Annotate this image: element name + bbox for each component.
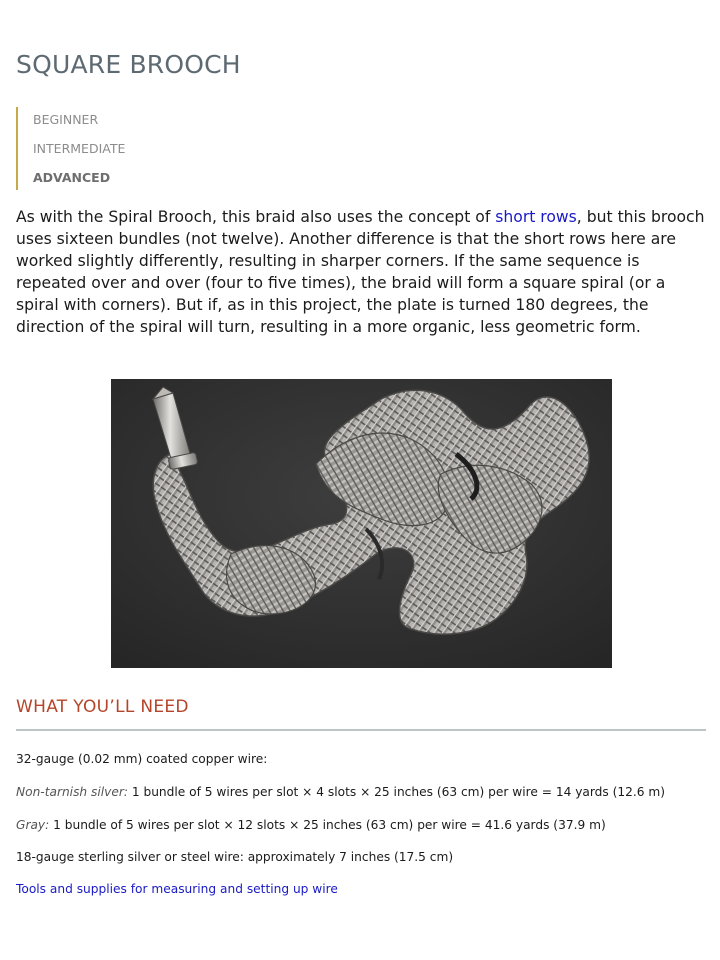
what-youll-need-heading: WHAT YOU’LL NEED [16, 697, 189, 717]
tools-supplies-link[interactable]: Tools and supplies for measuring and setting up wire [16, 882, 338, 896]
brooch-photo [111, 379, 612, 668]
intro-paragraph [16, 206, 706, 338]
page-title: SQUARE BROOCH [16, 50, 241, 79]
supply-text-silver: 1 bundle of 5 wires per slot × 4 slots × 25 inches (63 cm) per wire = 14 yards (12.6 m) [127, 785, 666, 799]
level-advanced: ADVANCED [33, 170, 111, 185]
skill-level-list [16, 107, 216, 190]
level-intermediate: INTERMEDIATE [33, 141, 126, 156]
level-beginner: BEGINNER [33, 112, 99, 127]
short-rows-link[interactable]: short rows [495, 208, 577, 226]
copper-wire-heading: 32-gauge (0.02 mm) coated copper wire: [16, 752, 268, 766]
supply-label-gray: Gray: [16, 818, 50, 832]
supply-label-silver: Non-tarnish silver: [16, 785, 128, 799]
intro-text-start: As with the Spiral Brooch, this braid also uses the concept of [16, 208, 496, 226]
supply-item-gray [16, 818, 606, 832]
supply-item-sterling: 18-gauge sterling silver or steel wire: approximately 7 inches (17.5 cm) [16, 850, 454, 864]
supply-item-silver [16, 785, 665, 799]
supply-text-gray: 1 bundle of 5 wires per slot × 12 slots × 25 inches (63 cm) per wire = 41.6 yards (37.9 m) [49, 818, 606, 832]
intro-text-end: , but this brooch uses sixteen bundles (not twelve). Another difference is that the short rows here are worked slightly differently, resulting in sharper corners. If the same sequence is repeated over and over (four to five times), the braid will form a square spiral (or a spiral with corners). But if, as in this project, the plate is turned 180 degrees, the direction of the spiral will turn, resulting in a more organic, less geometric form. [16, 208, 705, 336]
section-divider [16, 729, 706, 731]
